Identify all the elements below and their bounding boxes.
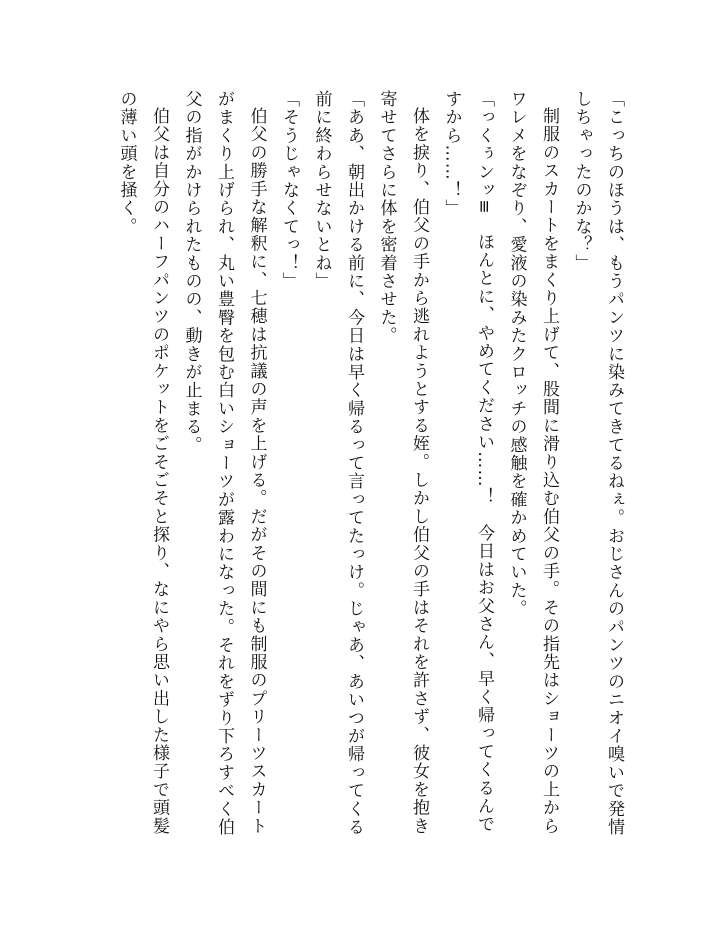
paragraph-narration: 伯父は自分のハーフパンツのポケットをごそごそと探り、なにやら思い出した様子で頭髪の薄い頭を掻く。 <box>116 90 169 835</box>
paragraph-dialogue: 「そうじゃなくてっ！」 <box>279 90 299 291</box>
paragraph-dialogue: 「っくぅンッ≡ ほんとに、やめてください……！ 今日はお父さん、早く帰ってくるんですから……！」 <box>441 90 494 834</box>
paragraph-narration: 体を捩り、伯父の手から逃れようとする姪。しかし伯父の手はそれを許さず、彼女を抱き寄せてさらに体を密着させた。 <box>376 90 429 835</box>
vertical-text-body <box>70 90 630 850</box>
paragraph-narration: 制服のスカートをまくり上げて、股間に滑り込む伯父の手。その指先はショーツの上からワレメをなぞり、愛液の染みたクロッチの感触を確かめていた。 <box>506 90 559 835</box>
paragraph-dialogue: 「こっちのほうは、もうパンツに染みてきてるねぇ。おじさんのパンツのニオイ嗅いで発情しちゃったのかな？」 <box>571 90 624 837</box>
paragraph-dialogue: 「ああ、朝出かける前に、今日は早く帰るって言ってたっけ。じゃあ、あいつが帰ってくる前に終わらせないとね」 <box>311 90 364 837</box>
paragraph-narration: 伯父の勝手な解釈に、七穂は抗議の声を上げる。だがその間にも制服のプリーツスカートがまくり上げられ、丸い豊臀を包む白いショーツが露わになった。それをずり下ろすべく伯父の指がかけられたものの、動きが止まる。 <box>181 90 267 837</box>
